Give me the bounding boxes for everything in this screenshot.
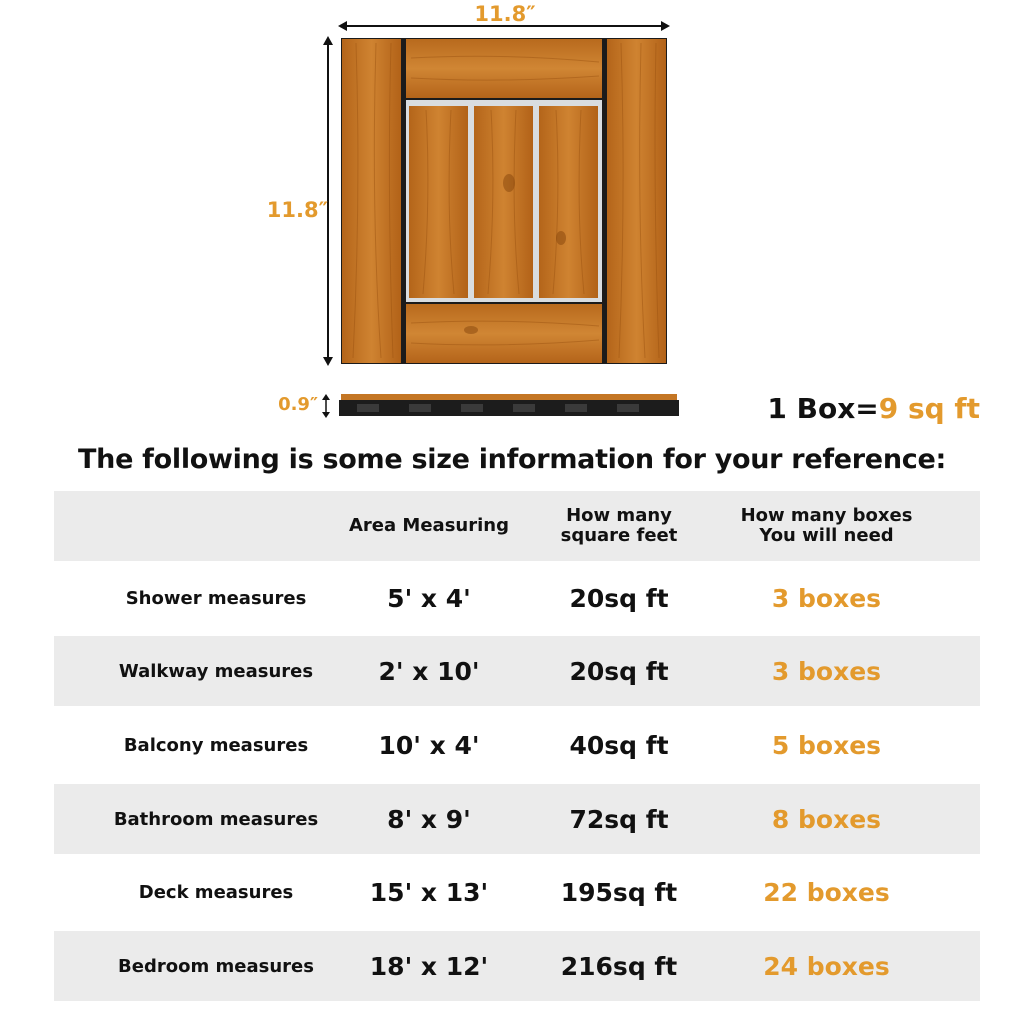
reference-heading: The following is some size information for your reference: (78, 444, 946, 475)
thickness-label: 0.9″ (278, 394, 318, 415)
header-square-feet-line1: How many (566, 505, 672, 526)
table-row (54, 706, 980, 784)
row-square-feet: 72sq ft (569, 804, 669, 834)
size-reference-table (54, 491, 980, 1001)
row-boxes: 22 boxes (763, 878, 890, 907)
row-boxes: 5 boxes (771, 730, 882, 760)
row-area: 8' x 9' (387, 804, 471, 834)
table-row (54, 636, 980, 706)
box-coverage-prefix: 1 Box= (767, 392, 879, 425)
width-label: 11.8″ (474, 2, 536, 26)
header-boxes-line2: You will need (759, 525, 894, 546)
row-label: Walkway measures (118, 660, 314, 682)
table-row (54, 854, 980, 931)
row-boxes: 3 boxes (771, 656, 882, 686)
header-boxes-line1: How many boxes (740, 505, 913, 526)
row-label: Bedroom measures (118, 955, 314, 977)
row-area: 15' x 13' (369, 878, 489, 907)
height-label: 11.8″ (266, 198, 328, 222)
row-label: Bathroom measures (113, 808, 319, 830)
row-area: 5' x 4' (387, 584, 471, 613)
table-row (54, 561, 980, 636)
row-square-feet: 40sq ft (569, 730, 669, 760)
row-label: Shower measures (125, 588, 307, 609)
row-square-feet: 20sq ft (569, 584, 669, 613)
box-coverage-info (730, 392, 980, 425)
header-area-measuring: Area Measuring (349, 515, 509, 536)
row-boxes: 24 boxes (763, 951, 890, 981)
tile-side-profile-image (339, 392, 679, 422)
row-area: 10' x 4' (378, 730, 480, 760)
header-square-feet (494, 491, 744, 561)
table-header-row (54, 491, 980, 561)
row-boxes: 3 boxes (771, 584, 882, 613)
box-coverage-value: 9 sq ft (878, 392, 980, 425)
row-boxes: 8 boxes (771, 804, 882, 834)
wood-tile-image (341, 38, 667, 364)
table-row (54, 784, 980, 854)
header-square-feet-line2: square feet (560, 525, 678, 546)
table-row (54, 931, 980, 1001)
row-square-feet: 216sq ft (560, 951, 678, 981)
header-boxes-needed (714, 491, 939, 561)
row-label: Deck measures (138, 882, 294, 903)
row-area: 18' x 12' (369, 951, 489, 981)
thickness-dimension-arrow (320, 394, 332, 418)
row-area: 2' x 10' (378, 656, 480, 686)
row-label: Balcony measures (123, 734, 309, 756)
row-square-feet: 20sq ft (569, 656, 669, 686)
row-square-feet: 195sq ft (560, 878, 678, 907)
